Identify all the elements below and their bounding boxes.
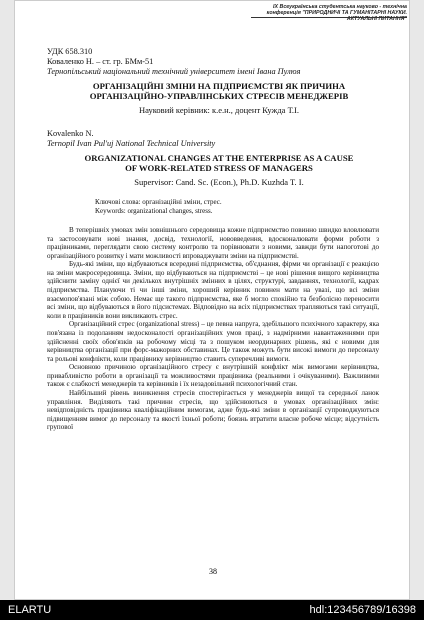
keywords-ua: Ключові слова: організаційні зміни, стрес. [95,198,222,206]
page-number: 38 [209,567,217,576]
paper-page [14,0,410,600]
keywords-en: Keywords: organizational changes, stress. [95,207,213,215]
body-paragraph: Будь-які зміни, що відбуваються всередині підприємства, об'єднання, фірми чи організації є реакцією на зміни макросередовища. Зміни, що відбуваються на підприємстві – це нові рішення вищого керівництва здійснити заміну однієї чи декількох внутрішніх змінних в цілях, структурі, завданнях, технології, кадрах підприємства. Плануючи ті чи інші зміни, хороший керівник повинен мати на увазі, що всі зміни взаємопов'язані між собою. Немає ще такого підприємства, яке б могло спокійно та безболісно переносити всі зміни, що відбуваються в його підсистемах. Відповідно на всіх підприємствах трапляються такі ситуації, коли в працівників вони викликають стрес. [47,260,379,320]
handle-link[interactable]: hdl:123456789/16398 [309,604,416,616]
body-paragraph: В теперішніх умовах змін зовнішнього середовища кожне підприємство повинно швидко вловлювати та застосовувати нові знання, досвід, технології, нововведення, вдосконалювати форми роботи з працівниками, переглядати свою систему контролю та порівнювати з новими, завжди бути напоготові до організаційного розвитку і мати можливості впроваджувати зміни на підприємстві. [47,226,379,260]
title-en-line2: OF WORK-RELATED STRESS OF MANAGERS [125,163,313,173]
author-en: Kovalenko N. [47,129,94,138]
conference-header [251,4,407,22]
title-en [47,153,391,173]
body-paragraph: Основною причиною організаційного стресу є внутрішній конфлікт між вимогами керівництва, привабливістю роботи в організації та можливостями працівника (реальними і очікуваними). Важливими також є слабкості менеджерів та керівників і їх незадовільний психологічний стан. [47,363,379,389]
title-en-line1: ORGANIZATIONAL CHANGES AT THE ENTERPRISE AS A CAUSE [84,153,354,163]
conference-header-line2: АКТУАЛЬНІ ПИТАННЯ" [346,16,407,22]
header-rule [251,17,407,18]
supervisor-ua: Науковий керівник: к.е.н., доцент Кужда Т.І. [139,105,299,115]
conference-header-line1: IX Всеукраїнська студентська науково - технічна конференція "ПРИРОДНИЧІ ТА ГУМАНІТАРНІ НАУКИ. [266,4,407,16]
title-ua-line1: ОРГАНІЗАЦІЙНІ ЗМІНИ НА ПІДПРИЄМСТВІ ЯК ПРИЧИНА [92,81,346,91]
supervisor-en: Supervisor: Cand. Sc. (Econ.), Ph.D. Kuzhda T. I. [134,177,304,187]
author-ua: Коваленко Н. – ст. гр. БМм-51 [47,57,154,66]
affiliation-en: Ternopil Ivan Pul'uj National Technical University [47,139,216,148]
title-ua-line2: ОРГАНІЗАЦІЙНО-УПРАВЛІНСЬКИХ СТРЕСІВ МЕНЕДЖЕРІВ [89,91,349,101]
body-text [47,226,379,432]
body-paragraph: Найбільший рівень виникнення стресів спостерігається у менеджерів вищої та середньої ланок управління. Виділяють такі причини стресів, що здійснюються в умовах організаційних змін: невідповідність працівника кваліфікаційним вимогам, адже будь-які зміни в організації супроводжуються підвищенням вимог до персоналу та якості їхньої роботи; боязнь втратити власне робоче місце; відсутність групової [47,388,379,432]
title-ua [47,81,391,101]
affiliation-ua: Тернопільський національний технічний університет імені Івана Пулюя [47,67,301,76]
repository-footer-bar [0,600,424,620]
repository-name: ELARTU [8,604,52,616]
udk-code: УДК 658.310 [47,47,93,56]
body-paragraph: Організаційний стрес (organizational stress) – це певна напруга, здебільшого психічного характеру, яка пов'язана із подоланням недосконалості організаційних умов праці, з надмірними навантаженнями при здійсненні своїх обов'язків на робочому місці та з пошуком неординарних рішень, які є новими для керівництва організації при форс-мажорних обставинах. Це також можуть бути високі вимоги до персоналу та рольові конфлікти, коли працівнику керівництво ставить суперечливі вимоги. [47,320,379,363]
